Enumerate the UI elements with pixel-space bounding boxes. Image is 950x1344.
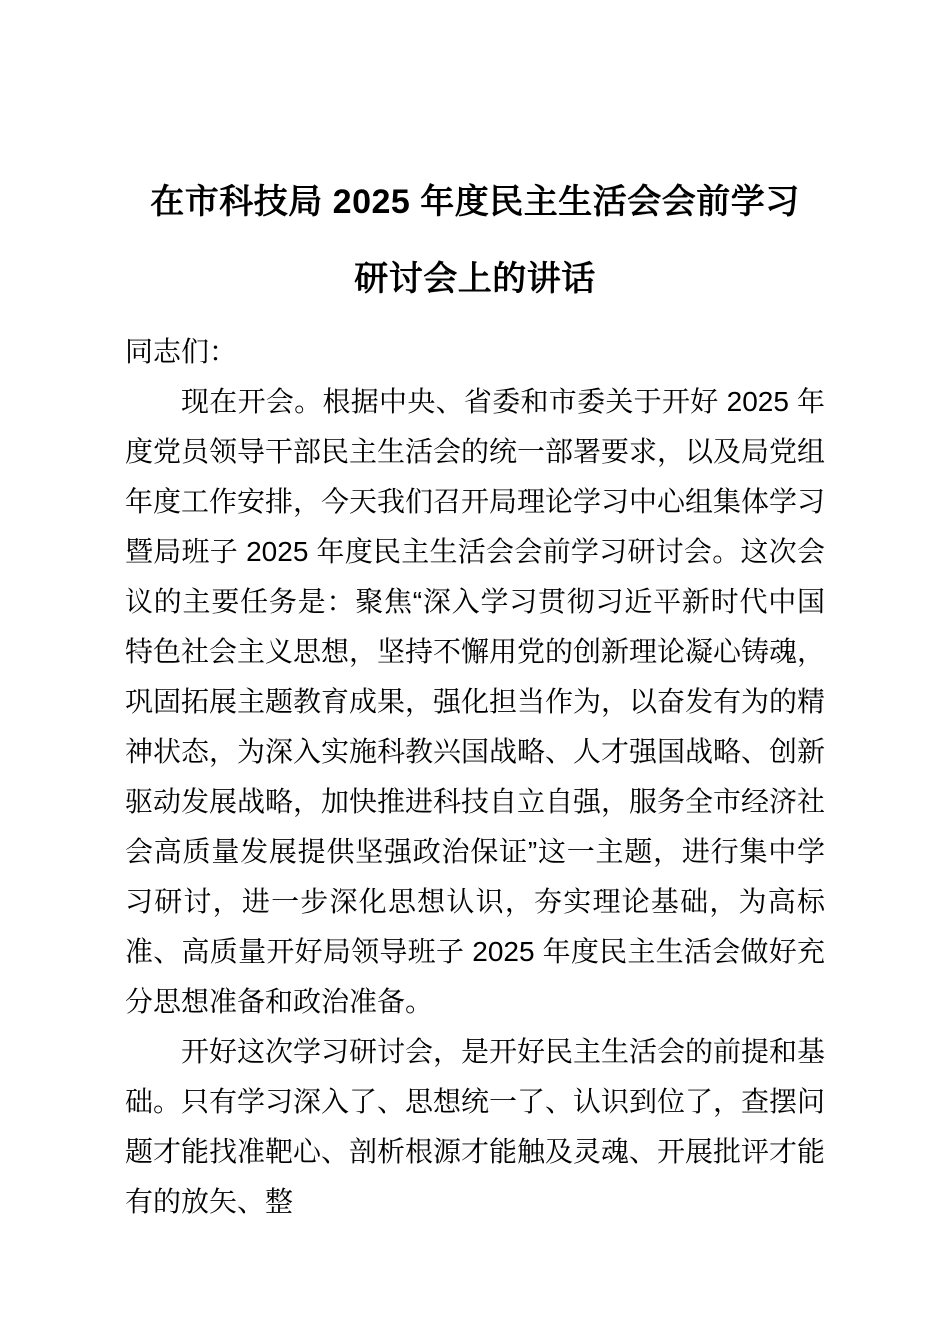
salutation: 同志们： <box>125 336 238 367</box>
paragraph-2: 开好这次学习研讨会，是开好民主生活会的前提和基础。只有学习深入了、思想统一了、认识到位了，查摆问题才能找准靶心、剖析根源才能触及灵魂、开展批评才能有的放矢、整 <box>125 1036 826 1217</box>
document-body <box>125 327 825 1227</box>
document-title <box>125 164 825 318</box>
document-title-line-2: 研讨会上的讲话 <box>354 260 596 298</box>
document-title-line-1: 在市科技局 2025 年度民主生活会会前学习 <box>150 183 800 221</box>
paragraph-1: 现在开会。根据中央、省委和市委关于开好 2025 年度党员领导干部民主生活会的统一部署要求，以及局党组年度工作安排，今天我们召开局理论学习中心组集体学习暨局班子 2025 年度民主生活会会前学习研讨会。这次会议的主要任务是：聚焦“深入学习贯彻习近平新时代中国特色社会主义思想，坚持不懈用党的创新理论凝心铸魂，巩固拓展主题教育成果，强化担当作为，以奋发有为的精神状态，为深入实施科教兴国战略、人才强国战略、创新驱动发展战略，加快推进科技自立自强，服务全市经济社会高质量发展提供坚强政治保证”这一主题，进行集中学习研讨，进一步深化思想认识，夯实理论基础，为高标准、高质量开好局领导班子 2025 年度民主生活会做好充分思想准备和政治准备。 <box>125 386 826 1017</box>
